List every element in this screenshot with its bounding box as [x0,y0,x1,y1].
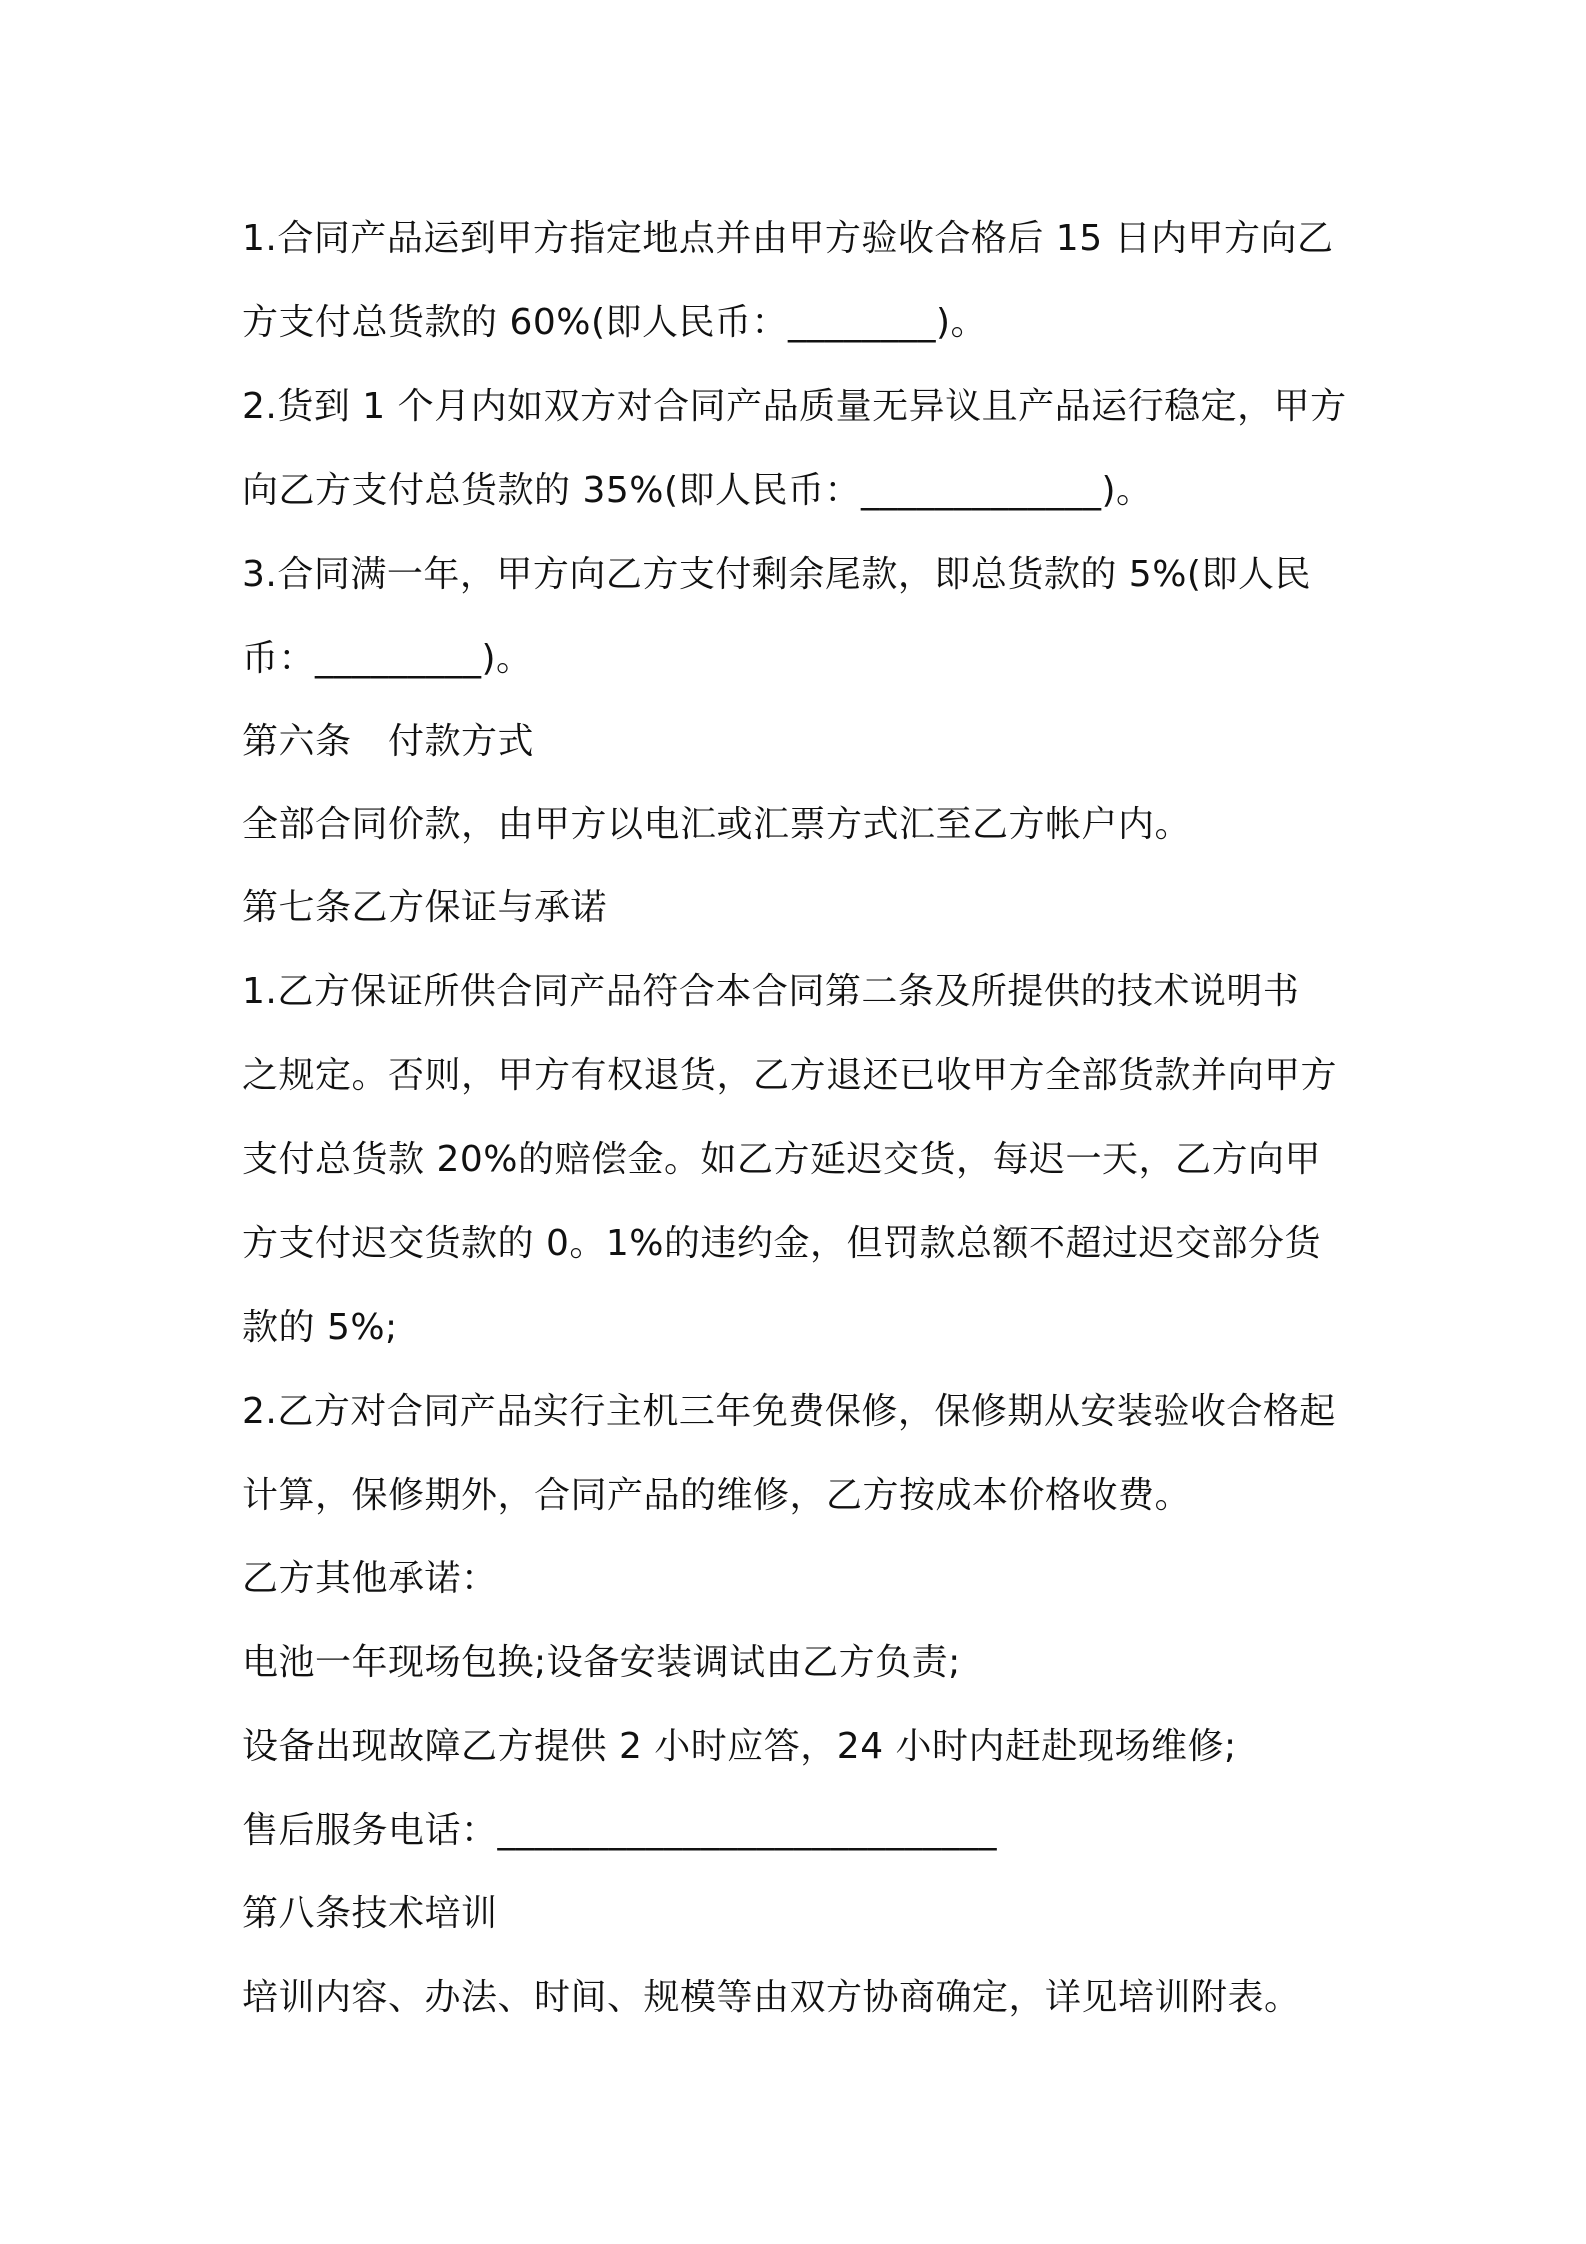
text-line: 3.合同满一年，甲方向乙方支付剩余尾款，即总货款的 5%(即人民 [242,554,1311,595]
section-heading: 第六条 付款方式 [242,721,535,762]
text-line: 计算，保修期外，合同产品的维修，乙方按成本价格收费。 [242,1475,1192,1516]
text-line: 之规定。否则，甲方有权退货，乙方退还已收甲方全部货款并向甲方 [242,1055,1338,1096]
text-line: 方支付总货款的 60%(即人民币：________)。 [242,302,988,343]
text-line: 1.乙方保证所供合同产品符合本合同第二条及所提供的技术说明书 [242,971,1300,1012]
text-line: 全部合同价款，由甲方以电汇或汇票方式汇至乙方帐户内。 [242,804,1192,845]
text-line: 向乙方支付总货款的 35%(即人民币：_____________)。 [242,470,1153,511]
section-heading: 第八条技术培训 [242,1893,498,1934]
text-line: 电池一年现场包换;设备安装调试由乙方负责; [242,1642,961,1683]
text-line: 乙方其他承诺： [242,1558,498,1599]
text-line: 款的 5%; [242,1307,398,1348]
text-line: 2.货到 1 个月内如双方对合同产品质量无异议且产品运行稳定，甲方 [242,386,1347,427]
text-line: 售后服务电话：___________________________ [242,1810,998,1851]
text-line: 方支付迟交货款的 0。1%的违约金，但罚款总额不超过迟交部分货 [242,1223,1321,1264]
text-line: 1.合同产品运到甲方指定地点并由甲方验收合格后 15 日内甲方向乙 [242,218,1334,259]
text-line: 币：_________)。 [242,638,533,679]
section-heading: 第七条乙方保证与承诺 [242,887,608,928]
text-line: 设备出现故障乙方提供 2 小时应答，24 小时内赶赴现场维修; [242,1726,1237,1767]
text-line: 2.乙方对合同产品实行主机三年免费保修，保修期从安装验收合格起 [242,1391,1336,1432]
text-line: 支付总货款 20%的赔偿金。如乙方延迟交货，每迟一天，乙方向甲 [242,1139,1321,1180]
text-line: 培训内容、办法、时间、规模等由双方协商确定，详见培训附表。 [242,1977,1301,2018]
